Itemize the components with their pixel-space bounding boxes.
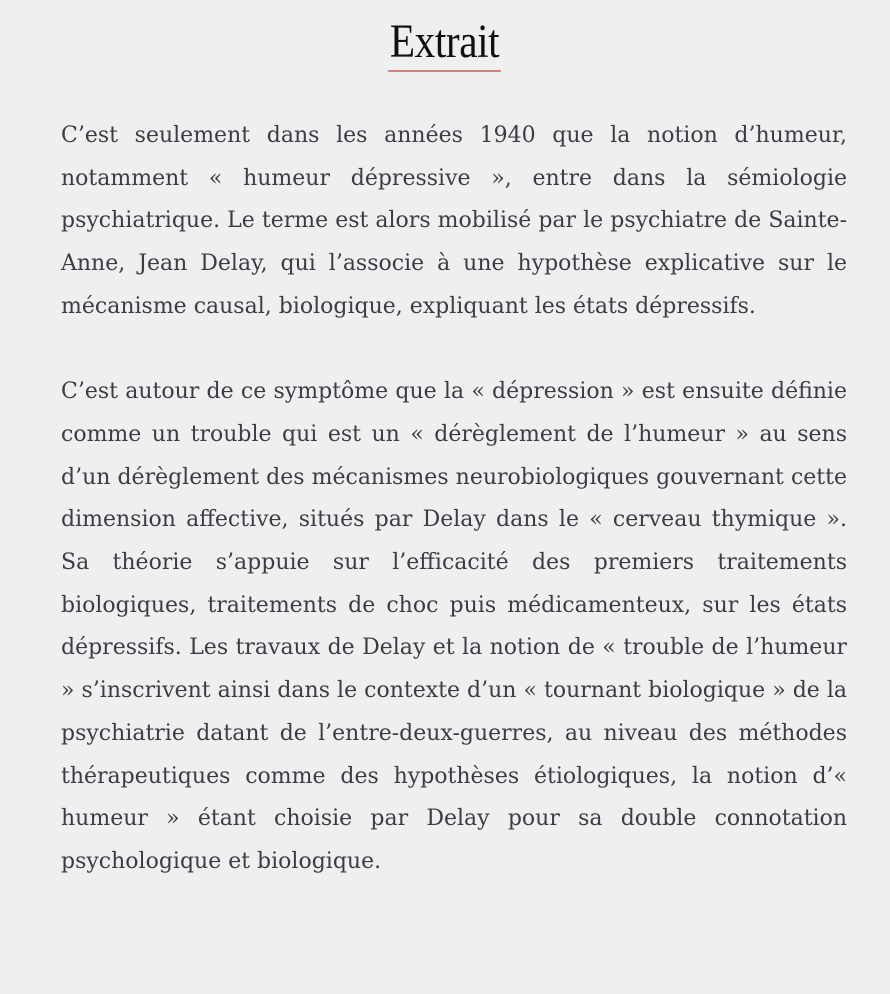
- page-title: Extrait: [389, 14, 502, 72]
- excerpt-body: [61, 115, 847, 884]
- paragraph-1: C’est seulement dans les années 1940 que la notion d’humeur, notamment « humeur dépressive », entre dans la sémiologie psychiatrique. Le terme est alors mobilisé par le psychiatre de Sainte-Anne, Jean Delay, qui l’associe à une hypothèse explicative sur le mécanisme causal, biologique, expliquant les états dépressifs.: [61, 123, 847, 319]
- paragraph-2: C’est autour de ce symptôme que la « dépression » est ensuite définie comme un trouble qui est un « dérèglement de l’humeur » au sens d’un dérèglement des mécanismes neurobiologiques gouvernant cette dimension affective, situés par Delay dans le « cerveau thymique ». Sa théorie s’appuie sur l’efficacité des premiers traitements biologiques, traitements de choc puis médicamenteux, sur les états dépressifs. Les travaux de Delay et la notion de « trouble de l’humeur » s’inscrivent ainsi dans le contexte d’un « tournant biologique » de la psychiatrie datant de l’entre-deux-guerres, au niveau des méthodes thérapeutiques comme des hypothèses étiologiques, la notion d’« humeur » étant choisie par Delay pour sa double connotation psychologique et biologique.: [61, 379, 847, 874]
- title-container: [0, 14, 890, 72]
